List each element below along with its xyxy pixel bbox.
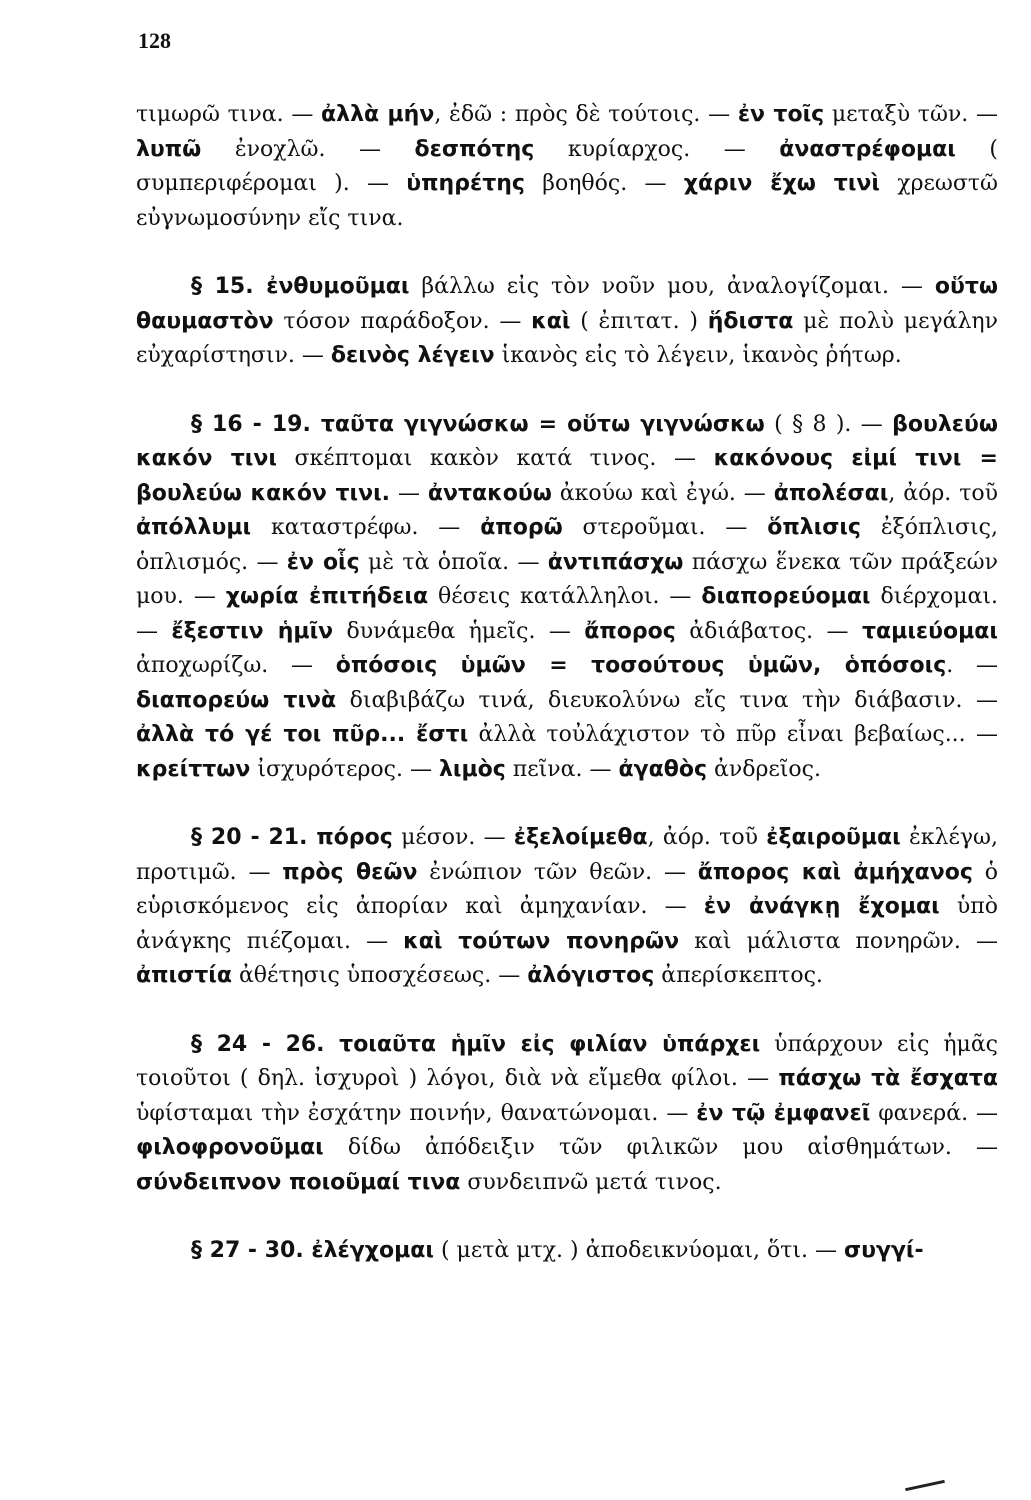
lemma-term: ἀλλὰ τό γέ τοι πῦρ... ἔστι [136,722,469,747]
lemma-term: πάσχω τὰ ἔσχατα [778,1066,998,1091]
gloss-text: τόσον παράδοξον. — [273,308,532,334]
page-number: 128 [138,28,171,53]
lemma-term: πόρος [316,825,393,850]
lemma-term: πρὸς θεῶν [282,859,418,885]
gloss-text: ἐκλέγω, προτιμῶ. — [136,825,998,885]
glossary-text [136,98,998,1269]
gloss-text: βοηθός. — [524,171,684,196]
gloss-text: ἱκανὸς εἰς τὸ λέγειν, ἱκανὸς ῥήτωρ. [494,343,902,368]
lemma-term: ἐξελοίμεθα [513,825,648,850]
lemma-term: ἐν ἀνάγκῃ ἔχομαι [703,894,940,919]
lemma-term: ταῦτα γιγνώσκω = οὕτω γιγνώσκω [320,411,765,437]
lemma-term: ἥδιστα [707,308,794,334]
lemma-term: ἐν οἷς [286,549,360,575]
lemma-term: § 15. [191,274,267,299]
lemma-term: κακόνους εἰμί τινι = βουλεύω κακόν τινι. [136,446,998,506]
lemma-term: ἀγαθὸς [618,756,707,782]
lemma-term: ἀναστρέφομαι [779,136,956,162]
lemma-term: ἀλόγιστος [527,963,655,988]
gloss-text: δυνάμεθα ἡμεῖς. — [333,618,585,644]
lemma-term: ἀντιπάσχω [547,549,684,575]
lemma-term: ἔξεστιν ἡμῖν [171,618,334,644]
gloss-text: ( μετὰ μτχ. ) ἀποδεικνύομαι, ὅτι. — [433,1238,844,1263]
lemma-term: οὕτω θαυμαστὸν [136,274,998,334]
lemma-term: δεινὸς λέγειν [330,343,495,368]
gloss-text: ὑπὸ ἀνάγκης πιέζομαι. — [136,894,998,954]
gloss-text: τιμωρῶ τινα. — [136,102,322,127]
gloss-text: διαβιβάζω τινά, διευκολύνω εἴς τινα τὴν διάβασιν. — [336,687,998,713]
lemma-term: τοιαῦτα ἡμῖν εἰς φιλίαν ὑπάρχει [339,1031,761,1057]
gloss-text: ὑπάρχουν εἰς ἡμᾶς τοιοῦτοι ( δηλ. ἰσχυροὶ ) λόγοι, διὰ νὰ εἴμεθα φίλοι. — [136,1031,998,1091]
gloss-text: χρεωστῶ εὐγνωμοσύνην εἴς τινα. [136,171,998,231]
gloss-text: μὲ πολὺ μεγάλην εὐχαρίστησιν. — [136,308,998,368]
gloss-text: ( § 8 ). — [764,411,893,437]
lemma-term: διαπορεύομαι [701,584,871,609]
gloss-text: σκέπτομαι κακὸν κατά τινος. — [276,446,714,471]
lemma-term: καὶ [531,308,571,334]
lemma-term: § 16 - 19. [191,411,321,437]
gloss-text: πάσχω ἕνεκα τῶν πράξεών μου. — [136,549,998,609]
lemma-term: ἀπιστία [136,963,232,988]
paragraph [136,1234,998,1269]
gloss-text: ἀπερίσκεπτος. [654,963,823,988]
gloss-text: φανερά. — [870,1100,998,1126]
lemma-term: συγγί- [843,1238,924,1263]
gloss-text: μὲ τὰ ὁποῖα. — [359,549,548,575]
lemma-term: καὶ τούτων πονηρῶν [403,928,680,954]
lemma-term: § 27 - 30. [191,1238,312,1263]
gloss-text: ἀλλὰ τοὐλάχιστον τὸ πῦρ εἶναι βεβαίως... — [468,722,998,747]
lemma-term: λυπῶ [136,136,202,162]
lemma-term: ἄπορος [584,618,676,644]
paragraph [136,408,998,788]
gloss-text: καὶ μάλιστα πονηρῶν. — [679,928,998,954]
lemma-term: σύνδειπνον ποιοῦμαί τινα [136,1169,461,1195]
lemma-term: ἀλλὰ μήν [321,102,435,127]
lemma-term: ἀπολέσαι [773,480,889,506]
lemma-term: ταμιεύομαι [861,618,998,644]
lemma-term: ἄπορος καὶ ἀμήχανος [697,859,973,885]
gloss-text: καταστρέφω. — [251,515,481,540]
gloss-text: δίδω ἀπόδειξιν τῶν φιλικῶν μου αἰσθημάτων. — [323,1135,998,1160]
lemma-term: βουλεύω κακόν τινι [136,411,999,471]
lemma-term: ἀπορῶ [480,515,563,540]
lemma-term: ἐν τοῖς [737,102,825,127]
paragraph [136,270,998,374]
gloss-text: ἐξόπλισις, ὁπλισμός. — [136,515,998,575]
gloss-text: κυρίαρχος. — [534,136,780,162]
gloss-text: — [390,480,428,506]
lemma-term: δεσπότης [414,136,535,162]
lemma-term: χωρία ἐπιτήδεια [225,584,429,609]
lemma-term: § 24 - 26. [191,1031,340,1057]
paragraph [136,1028,998,1201]
gloss-text: ἀνδρεῖος. [706,756,821,782]
lemma-term: ἐλέγχομαι [311,1238,434,1263]
lemma-term: ἀπόλλυμι [136,515,252,540]
paragraph [136,98,998,236]
lemma-term: λιμὸς [438,756,506,782]
lemma-term: ὅπλισις [767,515,861,540]
gloss-text: ὑφίσταμαι τὴν ἐσχάτην ποινήν, θανατώνομαι. — [136,1100,697,1126]
gloss-text: ἀποχωρίζω. — [136,653,336,678]
gloss-text: στεροῦμαι. — [562,515,768,540]
lemma-term: ἀντακούω [427,480,552,506]
gloss-text: ἀδιάβατος. — [675,618,862,644]
lemma-term: χάριν ἔχω τινὶ [683,171,880,196]
gloss-text: ἰσχυρότερος. — [250,756,439,782]
lemma-term: § 20 - 21. [191,825,317,850]
gloss-text: θέσεις κατάλληλοι. — [428,584,702,609]
lemma-term: ἐνθυμοῦμαι [266,274,410,299]
gloss-text: , ἐδῶ : πρὸς δὲ τούτοις. — [434,102,738,127]
lemma-term: διαπορεύω τινὰ [136,687,337,713]
scan-mark [905,1480,945,1491]
gloss-text: ὁ εὑρισκόμενος εἰς ἀπορίαν καὶ ἀμηχανίαν. — [136,859,998,919]
gloss-text: ἀκούω καὶ ἐγώ. — [551,480,774,506]
gloss-text: πεῖνα. — [505,756,619,782]
gloss-text: ἀθέτησις ὑποσχέσεως. — [231,963,528,988]
gloss-text: , ἀόρ. τοῦ [888,480,998,506]
lemma-term: ἐν τῷ ἐμφανεῖ [696,1100,871,1126]
gloss-text: . — [946,653,998,678]
lemma-term: κρείττων [136,756,251,782]
gloss-text: συνδειπνῶ μετά τινος. [460,1169,722,1195]
gloss-text: μεταξὺ τῶν. — [824,102,998,127]
gloss-text: ἐνώπιον τῶν θεῶν. — [417,859,698,885]
lemma-term: ὁπόσοις ὑμῶν = τοσούτους ὑμῶν, ὁπόσοις [335,653,947,678]
lemma-term: ἐξαιροῦμαι [766,825,901,850]
gloss-text: μέσον. — [392,825,514,850]
gloss-text: ( ἐπιτατ. ) [570,308,708,334]
gloss-text: διέρχομαι. — [136,584,998,644]
lemma-term: ὑπηρέτης [406,171,525,196]
lemma-term: φιλοφρονοῦμαι [136,1135,324,1160]
paragraph [136,821,998,994]
gloss-text: ( συμπεριφέρομαι ). — [136,136,998,196]
gloss-text: , ἀόρ. τοῦ [647,825,767,850]
gloss-text: ἐνοχλῶ. — [201,136,415,162]
gloss-text: βάλλω εἰς τὸν νοῦν μου, ἀναλογίζομαι. — [409,274,935,299]
